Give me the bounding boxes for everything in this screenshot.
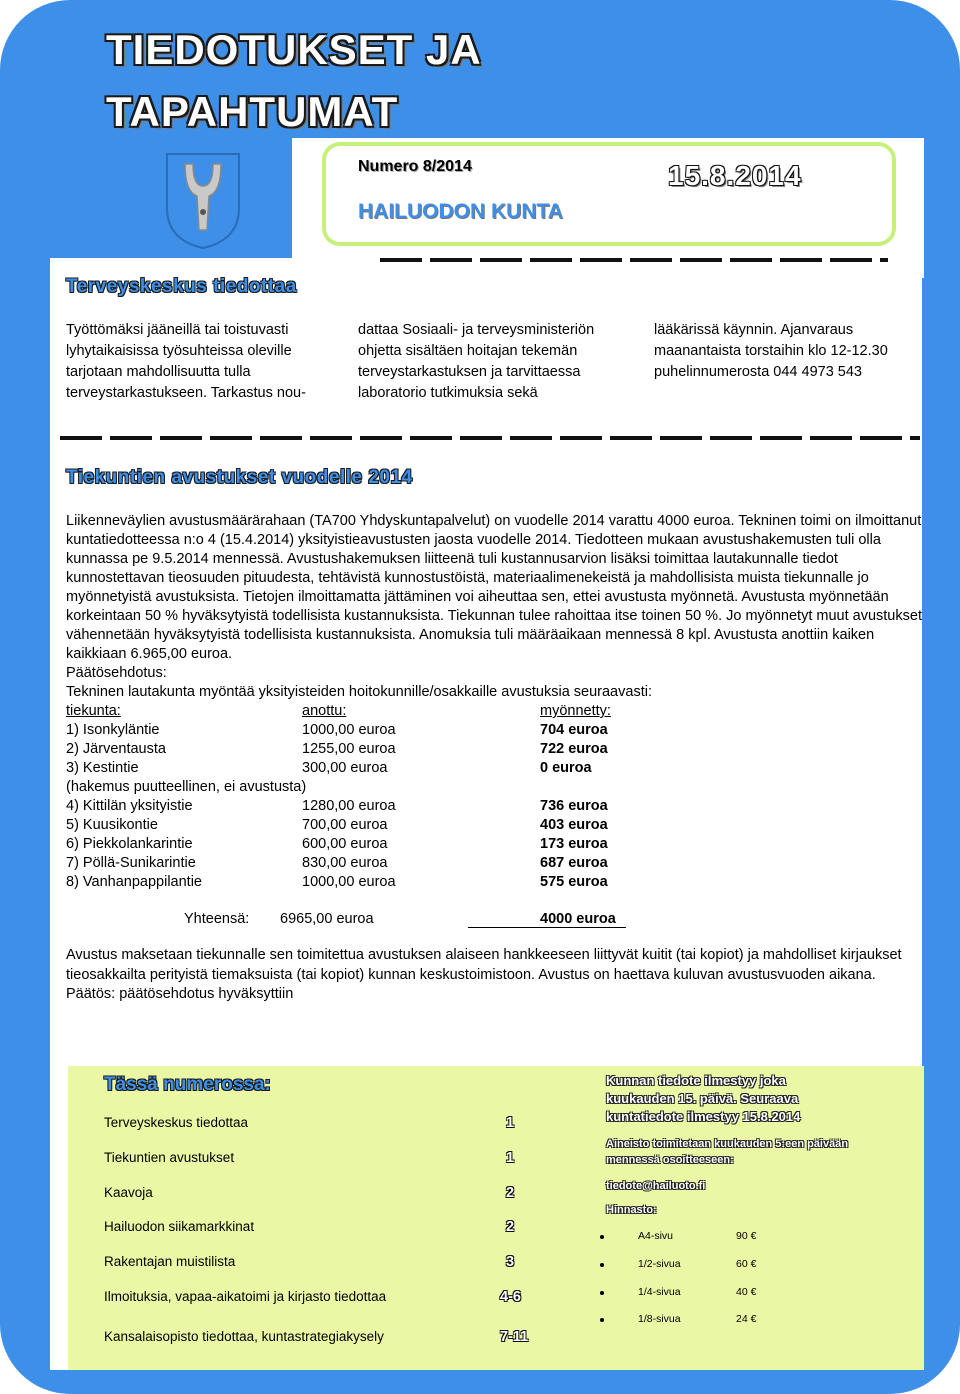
applied-amount: 1255,00 euroa [302,741,396,757]
toc-page: 3 [506,1254,515,1270]
section-heading-health: Terveyskeskus tiedottaa [66,276,297,297]
price-size: 1/2-sivua [638,1258,681,1270]
row-note: (hakemus puutteellinen, ei avustusta) [66,779,307,795]
price-size: 1/4-sivua [638,1286,681,1298]
issue-number: Numero 8/2014 [358,158,472,175]
bullet-icon [600,1318,604,1322]
applied-amount: 1000,00 euroa [302,874,396,890]
newsletter-title-line2: TAPAHTUMAT [106,88,399,135]
bullet-icon [600,1263,604,1267]
price-size: A4-sivu [638,1230,674,1242]
toc-page: 4-6 [500,1289,521,1305]
granted-amount: 704 euroa [540,722,608,738]
deadline-info: Aineisto toimitetaan kuukauden 5:een päivään mennessä osoitteeseen: [606,1138,849,1166]
payment-note: Avustus maksetaan tiekunnalle sen toimitettua avustuksen alaiseen hankkeeseen liittyvät kuitit (tai kopiot) ja mahdolliset kirjaukset tieosakkailta perityistä tiemaksuista (tai kopiot) kunnan keskustoimistoon. Avustus on haettava kuluvan avustusvuoden aikana. [66,947,902,983]
final-decision: Päätös: päätösehdotus hyväksyttiin [66,986,294,1002]
road-name: 1) Isonkyläntie [66,722,160,738]
toc-page: 2 [506,1219,515,1235]
section-heading-roads: Tiekuntien avustukset vuodelle 2014 [66,467,413,488]
road-name: 3) Kestintie [66,760,139,776]
road-name: 6) Piekkolankarintie [66,836,193,852]
health-text-col2: dattaa Sosiaali- ja terveysministeriön ohjetta sisältäen hoitajan tekemän terveystarkastuksen ja tarvittaessa laboratorio tutkimuksia sekä [358,322,595,401]
applied-amount: 600,00 euroa [302,836,388,852]
granted-amount: 722 euroa [540,741,608,757]
decision-text: Tekninen lautakunta myöntää yksityisteiden hoitokunnille/osakkaille avustuksia seuraavasti: [66,684,652,700]
col-header-granted: myönnetty: [540,703,611,719]
total-applied: 6965,00 euroa [280,911,374,927]
roads-body-text: Liikenneväylien avustusmäärärahaan (TA700 Yhdyskuntapalvelut) on vuodelle 2014 varattu 4000 euroa. Tekninen toimi on ilmoittanut kuntatiedotteessa n:o 4 (15.4.2014) yksityistieavustusten jaosta vuodelle 2014. Tiedotteen mukaan avustushakemusten tuli olla kunnassa pe 9.5.2014 mennessä. Avustushakemuksen liitteenä tuli kustannusarvion lisäksi toimittaa lautakunnalle tiedot kunnostettavan tieosuuden pituudesta, tehtävistä kunnostustöistä, materiaalimenekeistä ja mahdollisista muista tiekunnalle jo myönnetyistä avustuksista. Tietojen ilmoittamatta jättäminen voi aiheuttaa sen, ettei avustusta myönnetä. Avustusta myönnetään korkeintaan 50 % hyväksytyistä todellisista kustannuksista. Tiekunnan tulee rahoittaa itse toinen 50 %. Jo myönnetyt muut avustukset vähennetään hyväksytyistä todellisista kustannuksista. Anomuksia tuli määräaikaan mennessä 8 kpl. Avustusta anottiin kaiken kaikkiaan 6.965,00 euroa. [66,513,922,662]
applied-amount: 300,00 euroa [302,760,388,776]
road-name: 4) Kittilän yksityistie [66,798,193,814]
total-underline [468,927,626,928]
applied-amount: 1000,00 euroa [302,722,396,738]
divider [380,258,888,262]
road-name: 8) Vanhanpappilantie [66,874,202,890]
granted-amount: 173 euroa [540,836,608,852]
decision-label: Päätösehdotus: [66,665,167,681]
bullet-icon [600,1291,604,1295]
newsletter-title-line1: TIEDOTUKSET JA [106,26,482,73]
roads-footer-text [66,946,926,1005]
toc-page: 7-11 [500,1329,529,1345]
release-info: Kunnan tiedote ilmestyy joka kuukauden 15. päivä. Seuraava kuntatiedote ilmestyy 15.8.2014 [606,1073,801,1124]
toc-item: Kaavoja [104,1185,153,1200]
total-granted: 4000 euroa [540,911,616,927]
total-label: Yhteensä: [184,911,250,927]
price-value: 60 € [736,1258,757,1270]
issue-date: 15.8.2014 [668,160,802,191]
municipal-crest-icon [163,150,243,250]
municipality-name: HAILUODON KUNTA [358,200,563,223]
toc-item: Hailuodon siikamarkkinat [104,1219,255,1234]
bullet-icon [600,1235,604,1239]
granted-amount: 0 euroa [540,760,592,776]
col-header-applied: anottu: [302,703,347,719]
applied-amount: 700,00 euroa [302,817,388,833]
price-size: 1/8-sivua [638,1313,681,1325]
road-name: 2) Järventausta [66,741,166,757]
price-value: 90 € [736,1230,757,1242]
health-text-col1: Työttömäksi jääneillä tai toistuvasti lyhytaikaisissa työsuhteissa oleville tarjotaan mahdollisuutta tulla terveystarkastukseen. Tarkastus nou- [66,322,306,401]
toc-item: Tiekuntien avustukset [104,1150,235,1165]
price-value: 24 € [736,1313,757,1325]
toc-item: Terveyskeskus tiedottaa [104,1115,249,1130]
road-name: 5) Kuusikontie [66,817,158,833]
toc-item: Kansalaisopisto tiedottaa, kuntastrategiakysely [104,1329,384,1344]
granted-amount: 736 euroa [540,798,608,814]
toc-page: 1 [506,1115,515,1131]
price-value: 40 € [736,1286,757,1298]
toc-heading: Tässä numerossa: [104,1074,271,1095]
col-header-road: tiekunta: [66,703,121,719]
granted-amount: 687 euroa [540,855,608,871]
applied-amount: 1280,00 euroa [302,798,396,814]
toc-item: Ilmoituksia, vapaa-aikatoimi ja kirjasto tiedottaa [104,1289,387,1304]
divider [60,436,920,440]
toc-page: 1 [506,1150,515,1166]
health-text-col3: lääkärissä käynnin. Ajanvaraus maanantaista torstaihin klo 12-12.30 puhelinnumerosta 044 4973 543 [654,322,888,380]
contact-email: tiedote@hailuoto.fi [606,1180,706,1192]
road-name: 7) Pöllä-Sunikarintie [66,855,196,871]
prices-label: Hinnasto: [606,1204,657,1216]
granted-amount: 575 euroa [540,874,608,890]
granted-amount: 403 euroa [540,817,608,833]
applied-amount: 830,00 euroa [302,855,388,871]
toc-page: 2 [506,1185,515,1201]
toc-item: Rakentajan muistilista [104,1254,236,1269]
